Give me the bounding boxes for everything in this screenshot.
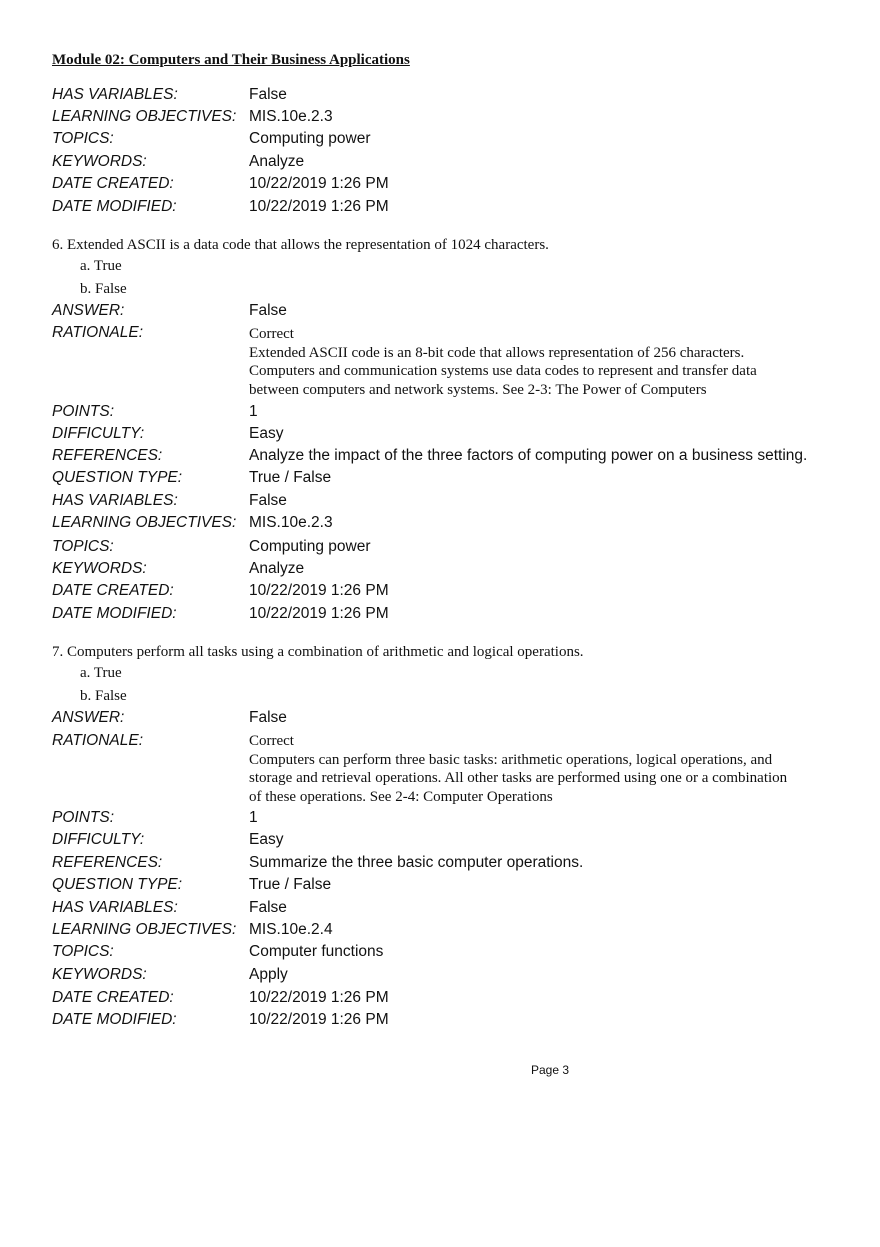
- meta-value: False: [249, 709, 287, 726]
- rationale-line: Extended ASCII code is an 8-bit code that allows representation of 256 characters.: [249, 344, 745, 361]
- meta-label: KEYWORDS:: [52, 153, 147, 170]
- meta-label: RATIONALE:: [52, 324, 144, 341]
- rationale-line: Computers can perform three basic tasks: arithmetic operations, logical operations, and: [249, 751, 773, 768]
- meta-value: Summarize the three basic computer operations.: [249, 854, 584, 871]
- meta-value: True / False: [249, 469, 332, 486]
- meta-value: False: [249, 899, 287, 916]
- meta-label: LEARNING OBJECTIVES:: [52, 514, 237, 531]
- question-6-option-a: a. True: [80, 258, 122, 274]
- meta-label: DATE MODIFIED:: [52, 198, 177, 215]
- meta-label: QUESTION TYPE:: [52, 469, 183, 486]
- question-6-text: 6. Extended ASCII is a data code that allows the representation of 1024 characters.: [52, 237, 549, 253]
- page-number: Page 3: [531, 1063, 570, 1077]
- meta-label: TOPICS:: [52, 943, 114, 960]
- meta-value: Computing power: [249, 130, 371, 147]
- rationale-status: Correct: [249, 326, 294, 342]
- meta-label: LEARNING OBJECTIVES:: [52, 108, 237, 125]
- meta-value: MIS.10e.2.4: [249, 921, 333, 938]
- meta-value: Apply: [249, 966, 288, 983]
- meta-value: 10/22/2019 1:26 PM: [249, 198, 389, 215]
- meta-value: 10/22/2019 1:26 PM: [249, 175, 389, 192]
- meta-label: DATE MODIFIED:: [52, 605, 177, 622]
- meta-label: KEYWORDS:: [52, 560, 147, 577]
- meta-label: HAS VARIABLES:: [52, 492, 178, 509]
- question-7-rationale: [249, 732, 829, 806]
- module-title: Module 02: Computers and Their Business Applications: [52, 52, 410, 68]
- rationale-line: between computers and network systems. See 2-3: The Power of Computers: [249, 381, 707, 398]
- rationale-line: of these operations. See 2-4: Computer Operations: [249, 788, 553, 805]
- meta-label: QUESTION TYPE:: [52, 876, 183, 893]
- meta-label: DATE MODIFIED:: [52, 1011, 177, 1028]
- meta-value: Analyze: [249, 560, 305, 577]
- meta-label: POINTS:: [52, 403, 115, 420]
- meta-label: TOPICS:: [52, 538, 114, 555]
- meta-label: POINTS:: [52, 809, 115, 826]
- rationale-status: Correct: [249, 733, 294, 749]
- meta-label: DATE CREATED:: [52, 989, 174, 1006]
- meta-label: REFERENCES:: [52, 854, 163, 871]
- meta-label: LEARNING OBJECTIVES:: [52, 921, 237, 938]
- meta-value: False: [249, 86, 287, 103]
- meta-value: Easy: [249, 831, 284, 848]
- meta-value: Analyze: [249, 153, 305, 170]
- meta-value: MIS.10e.2.3: [249, 514, 333, 531]
- question-7-option-b: b. False: [80, 688, 127, 704]
- meta-value: 1: [249, 809, 258, 826]
- question-6-rationale: [249, 325, 829, 399]
- question-7-text: 7. Computers perform all tasks using a combination of arithmetic and logical operations.: [52, 644, 584, 660]
- meta-value: 10/22/2019 1:26 PM: [249, 582, 389, 599]
- meta-value: Analyze the impact of the three factors of computing power on a business setting.: [249, 447, 808, 464]
- meta-label: RATIONALE:: [52, 732, 144, 749]
- meta-value: Computer functions: [249, 943, 384, 960]
- meta-value: False: [249, 492, 287, 509]
- meta-value: True / False: [249, 876, 332, 893]
- meta-label: HAS VARIABLES:: [52, 86, 178, 103]
- question-7-option-a: a. True: [80, 665, 122, 681]
- meta-label: TOPICS:: [52, 130, 114, 147]
- question-6-option-b: b. False: [80, 281, 127, 297]
- meta-label: REFERENCES:: [52, 447, 163, 464]
- meta-value: Computing power: [249, 538, 371, 555]
- meta-label: DATE CREATED:: [52, 175, 174, 192]
- meta-value: 10/22/2019 1:26 PM: [249, 989, 389, 1006]
- meta-value: 1: [249, 403, 258, 420]
- meta-value: Easy: [249, 425, 284, 442]
- meta-label: KEYWORDS:: [52, 966, 147, 983]
- meta-value: False: [249, 302, 287, 319]
- meta-label: HAS VARIABLES:: [52, 899, 178, 916]
- meta-label: DIFFICULTY:: [52, 831, 145, 848]
- rationale-line: Computers and communication systems use data codes to represent and transfer data: [249, 363, 757, 379]
- meta-label: DIFFICULTY:: [52, 425, 145, 442]
- meta-label: ANSWER:: [52, 709, 125, 726]
- meta-value: 10/22/2019 1:26 PM: [249, 605, 389, 622]
- rationale-line: storage and retrieval operations. All other tasks are performed using one or a combination: [249, 770, 788, 786]
- meta-value: 10/22/2019 1:26 PM: [249, 1011, 389, 1028]
- meta-label: DATE CREATED:: [52, 582, 174, 599]
- meta-label: ANSWER:: [52, 302, 125, 319]
- meta-value: MIS.10e.2.3: [249, 108, 333, 125]
